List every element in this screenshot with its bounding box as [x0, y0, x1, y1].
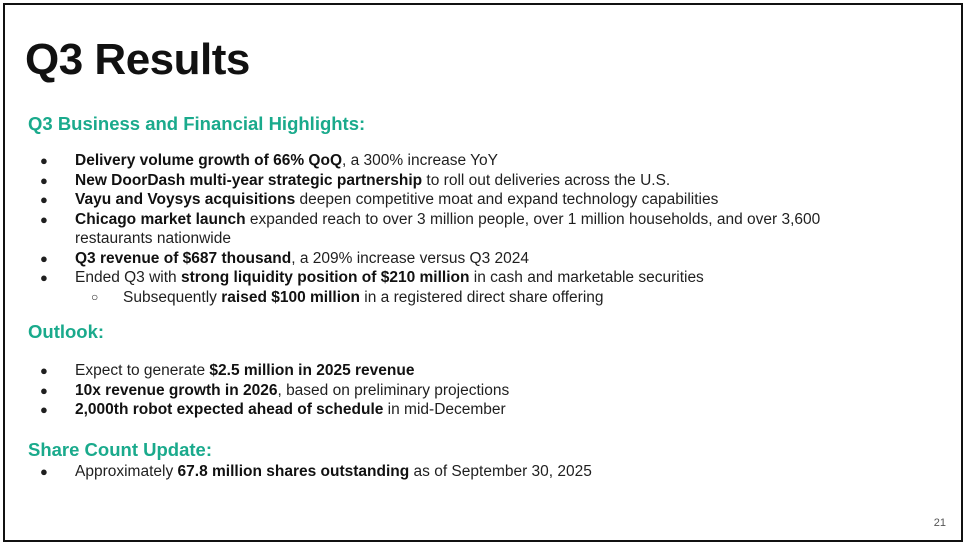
- bullet-icon: ●: [40, 172, 48, 188]
- highlights-list: [28, 151, 895, 307]
- list-item: ● Chicago market launch expanded reach to over 3 million people, over 1 million households, and over 3,600 restaurants nationwide: [40, 210, 821, 247]
- list-item: ● 10x revenue growth in 2026, based on preliminary projections: [40, 381, 510, 399]
- outlook-heading: Outlook:: [28, 321, 105, 342]
- bullet-icon: ●: [40, 382, 48, 398]
- bullet-icon: ●: [40, 402, 48, 417]
- list-item: ● Q3 revenue of $687 thousand, a 209% increase versus Q3 2024: [40, 249, 530, 267]
- slide: [3, 3, 963, 542]
- share-count-list: [28, 462, 895, 482]
- hollow-bullet-icon: ○: [91, 289, 99, 304]
- list-item: ● Ended Q3 with strong liquidity position of $210 million in cash and marketable securities: [40, 269, 704, 286]
- list-item: ● Delivery volume growth of 66% QoQ, a 300% increase YoY: [40, 152, 498, 169]
- bullet-icon: ●: [40, 363, 48, 378]
- list-item: ● 2,000th robot expected ahead of schedule in mid-December: [40, 401, 506, 418]
- list-item: ● Approximately 67.8 million shares outstanding as of September 30, 2025: [40, 463, 592, 480]
- bullet-icon: ●: [40, 192, 48, 207]
- bullet-icon: ●: [40, 153, 48, 168]
- highlights-heading: Q3 Business and Financial Highlights:: [28, 113, 366, 134]
- slide-title: Q3 Results: [25, 35, 250, 84]
- share-count-heading: Share Count Update:: [28, 439, 212, 460]
- bullet-icon: ●: [40, 270, 48, 285]
- list-item: ● Expect to generate $2.5 million in 2025 revenue: [40, 362, 415, 379]
- page-number: 21: [933, 517, 946, 529]
- list-item: ● Vayu and Voysys acquisitions deepen competitive moat and expand technology capabilities: [40, 191, 719, 208]
- outlook-list: [28, 361, 895, 420]
- bullet-icon: ●: [40, 250, 48, 266]
- bullet-icon: ●: [40, 211, 48, 227]
- bullet-icon: ●: [40, 464, 48, 479]
- list-item: ● New DoorDash multi-year strategic partnership to roll out deliveries across the U.S.: [40, 171, 671, 189]
- sub-list-item: ○ Subsequently raised $100 million in a registered direct share offering: [91, 288, 604, 306]
